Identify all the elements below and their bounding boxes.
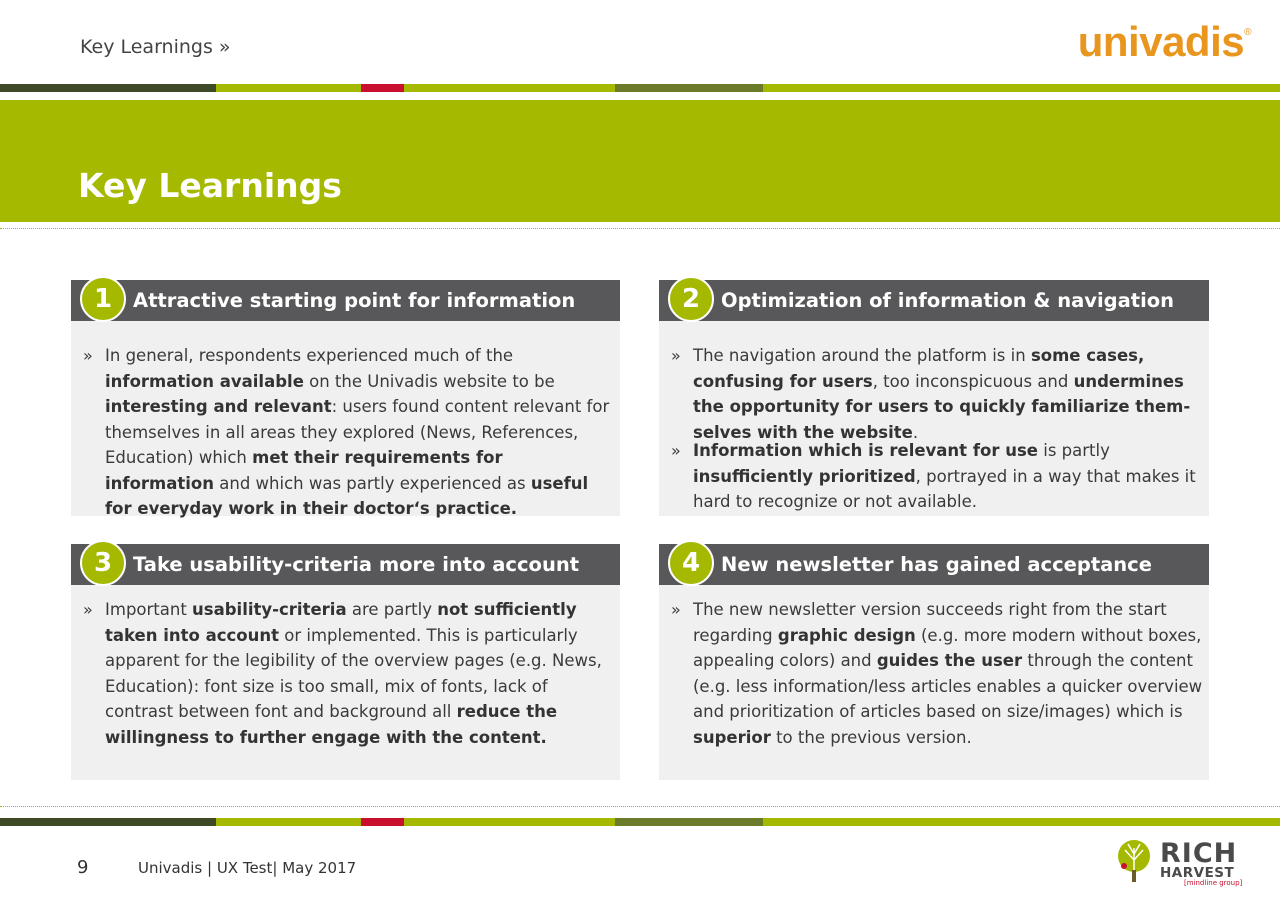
body-text: Important [105, 600, 193, 619]
card-number-badge: 4 [668, 540, 714, 586]
stripe-green-segment [404, 818, 615, 826]
title-band [0, 100, 1280, 222]
body-text: : users found content relevant for themselves in all areas they explored (News, References, Education) which [105, 397, 610, 467]
card-title: Optimization of information & navigation [721, 289, 1175, 312]
body-text: are partly [346, 600, 438, 619]
body-text: , too inconspicuous and [872, 371, 1074, 391]
page-number: 9 [77, 857, 89, 878]
emphasis-text: usability-criteria [192, 600, 347, 619]
rich-harvest-line1: RICH [1160, 838, 1238, 869]
body-text: is partly [1037, 441, 1110, 460]
body-text: and which was partly experienced as [214, 473, 531, 493]
emphasis-text: graphic design [777, 625, 916, 645]
body-text: or implemented. This is particularly apparent for the legibility of the overview pages (e.g. News, Education): font size is too small, mix of fonts, lack of contrast between font and background all [105, 625, 602, 721]
body-text: The navigation around the platform is in [693, 346, 1031, 365]
card-title: Attractive starting point for information [133, 289, 576, 312]
body-text: . [912, 422, 919, 442]
body-text: through the content (e.g. less information/less articles enables a quicker overview and prioritization of articles based on size/images) which is [693, 651, 1203, 721]
emphasis-text: undermines the opportunity for users to quickly familiarize them-selves with the website [693, 371, 1191, 442]
card-number-badge: 2 [668, 276, 714, 322]
card-bullet [671, 343, 1205, 445]
body-text: on the Univadis website to be [303, 371, 555, 391]
bullet-marker-icon: » [83, 600, 93, 619]
bullet-marker-icon: » [671, 346, 681, 365]
emphasis-text: not sufficiently taken into account [105, 600, 577, 645]
stripe-green-segment [216, 84, 361, 92]
body-text: , portrayed in a way that makes it hard to recognize or not available. [693, 466, 1196, 511]
emphasis-text: information available [105, 371, 304, 391]
stripe-green-segment [404, 84, 615, 92]
card-number-badge: 1 [80, 276, 126, 322]
breadcrumb: Key Learnings » [80, 36, 231, 58]
emphasis-text: insufficiently prioritized [693, 466, 916, 486]
bullet-marker-icon: » [671, 600, 681, 619]
body-text: to the previous version. [770, 727, 972, 747]
learning-card [659, 280, 1209, 516]
learning-card [659, 544, 1209, 780]
emphasis-text: reduce the willingness to further engage with the content. [105, 702, 558, 747]
bottom-color-stripe [0, 818, 1280, 826]
rich-harvest-logo [1112, 838, 1252, 886]
stripe-red-segment [361, 84, 404, 92]
emphasis-text: Information which is relevant for use [693, 441, 1038, 460]
card-title: New newsletter has gained acceptance [721, 553, 1152, 576]
page-title: Key Learnings [78, 166, 342, 205]
body-text: The new newsletter version succeeds right from the start regarding [693, 600, 1167, 645]
emphasis-text: some cases, confusing for users [693, 346, 1145, 391]
learning-card [71, 544, 620, 780]
body-text: (e.g. more modern without boxes, appealing colors) and [693, 625, 1202, 670]
emphasis-text: superior [693, 727, 771, 747]
rich-harvest-line2: HARVEST [1160, 865, 1235, 881]
bullet-marker-icon: » [671, 441, 681, 460]
dotted-divider [0, 228, 1280, 229]
card-number-badge: 3 [80, 540, 126, 586]
emphasis-text: useful for everyday work in their doctor‘s practice. [105, 473, 589, 518]
footer-text: Univadis | UX Test| May 2017 [138, 859, 357, 877]
univadis-logo [1078, 18, 1251, 66]
tree-icon [1112, 838, 1156, 884]
stripe-olive-segment [615, 84, 763, 92]
learning-card [71, 280, 620, 516]
card-title: Take usability-criteria more into account [133, 553, 580, 576]
rich-harvest-tag: [mindline group] [1184, 879, 1243, 887]
stripe-green-segment [763, 818, 1280, 826]
emphasis-text: met their requirements for information [105, 448, 503, 493]
card-header [71, 544, 620, 585]
card-bullet [83, 343, 616, 522]
emphasis-text: interesting and relevant [105, 397, 332, 416]
card-bullet [671, 597, 1205, 750]
card-header [659, 544, 1209, 585]
card-header [659, 280, 1209, 321]
logo-text: univadis [1077, 18, 1245, 65]
stripe-green-segment [763, 84, 1280, 92]
stripe-red-segment [361, 818, 404, 826]
body-text: In general, respondents experienced much of the [105, 346, 514, 365]
stripe-green-segment [216, 818, 361, 826]
registered-mark: ® [1244, 27, 1251, 38]
emphasis-text: guides the user [876, 651, 1023, 670]
dotted-divider [0, 806, 1280, 807]
stripe-dark-segment [0, 818, 216, 826]
card-bullet [83, 597, 616, 750]
bullet-marker-icon: » [83, 346, 93, 365]
stripe-dark-segment [0, 84, 216, 92]
top-color-stripe [0, 84, 1280, 92]
stripe-olive-segment [615, 818, 763, 826]
card-header [71, 280, 620, 321]
card-bullet [671, 438, 1205, 515]
